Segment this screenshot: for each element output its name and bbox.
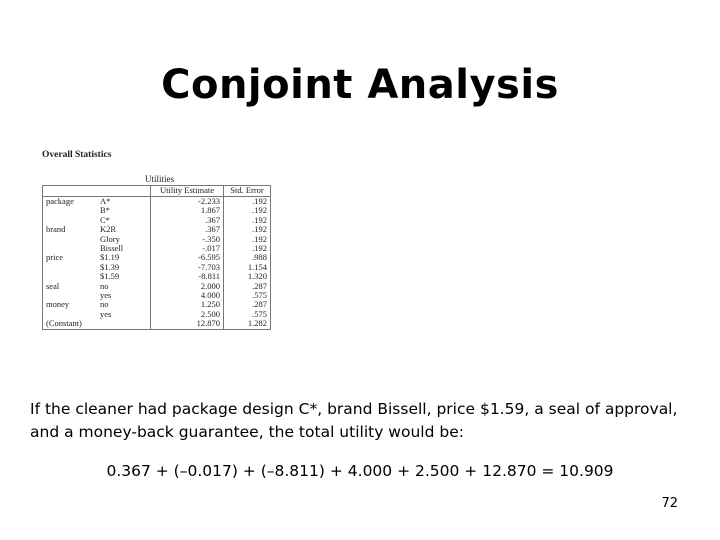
row-std-error: .192: [224, 197, 271, 207]
table-row: [43, 216, 271, 225]
row-std-error: .192: [224, 225, 271, 234]
row-level: [97, 319, 151, 329]
row-attribute: [43, 263, 98, 272]
row-utility-estimate: -7.703: [151, 263, 224, 272]
row-std-error: 1.154: [224, 263, 271, 272]
row-std-error: .988: [224, 253, 271, 262]
row-utility-estimate: .367: [151, 216, 224, 225]
row-utility-estimate: 2.500: [151, 310, 224, 319]
question-text: If the cleaner had package design C*, brand Bissell, price $1.59, a seal of approval, and a money-back guarantee, the total utility would be:: [30, 400, 678, 441]
row-std-error: 1.282: [224, 319, 271, 329]
header-level-cell: [97, 186, 151, 197]
row-utility-estimate: -8.811: [151, 272, 224, 281]
row-std-error: .575: [224, 310, 271, 319]
row-attribute: brand: [43, 225, 98, 234]
row-level: no: [97, 300, 151, 309]
row-utility-estimate: -.017: [151, 244, 224, 253]
row-level: yes: [97, 291, 151, 300]
row-level: $1.59: [97, 272, 151, 281]
table-row: [43, 235, 271, 244]
row-utility-estimate: 4.000: [151, 291, 224, 300]
header-attribute-cell: [43, 186, 98, 197]
table-row: [43, 282, 271, 291]
row-utility-estimate: 1.250: [151, 300, 224, 309]
table-row: [43, 263, 271, 272]
utility-equation: 0.367 + (–0.017) + (–8.811) + 4.000 + 2.500 + 12.870 = 10.909: [106, 462, 614, 480]
row-attribute: price: [43, 253, 98, 262]
row-level: Glory: [97, 235, 151, 244]
row-std-error: .287: [224, 300, 271, 309]
row-std-error: .287: [224, 282, 271, 291]
table-row: [43, 291, 271, 300]
row-level: $1.39: [97, 263, 151, 272]
table-row: [43, 300, 271, 309]
row-std-error: .192: [224, 216, 271, 225]
row-utility-estimate: -6.595: [151, 253, 224, 262]
header-std-error: Std. Error: [224, 186, 271, 197]
page-number: 72: [661, 496, 678, 511]
table-row: [43, 244, 271, 253]
row-utility-estimate: 2.000: [151, 282, 224, 291]
row-level: Bissell: [97, 244, 151, 253]
row-std-error: .575: [224, 291, 271, 300]
row-level: yes: [97, 310, 151, 319]
row-level: no: [97, 282, 151, 291]
table-caption: Overall Statistics: [42, 150, 112, 160]
table-row: [43, 197, 271, 207]
table-body: [43, 197, 271, 330]
row-level: B*: [97, 206, 151, 215]
row-attribute: [43, 206, 98, 215]
row-utility-estimate: .367: [151, 225, 224, 234]
row-std-error: .192: [224, 206, 271, 215]
row-attribute: [43, 235, 98, 244]
row-std-error: 1.320: [224, 272, 271, 281]
row-level: A*: [97, 197, 151, 207]
table-row: [43, 253, 271, 262]
row-utility-estimate: 1.867: [151, 206, 224, 215]
table-row: [43, 272, 271, 281]
row-attribute: money: [43, 300, 98, 309]
table-row: [43, 319, 271, 329]
row-attribute: package: [43, 197, 98, 207]
row-level: K2R: [97, 225, 151, 234]
row-level: $1.19: [97, 253, 151, 262]
row-utility-estimate: -2.233: [151, 197, 224, 207]
row-std-error: .192: [224, 244, 271, 253]
header-utility-estimate: Utility Estimate: [151, 186, 224, 197]
table-group-label: Utilities: [145, 174, 174, 184]
row-attribute: (Constant): [43, 319, 98, 329]
utilities-table: [42, 185, 271, 330]
row-utility-estimate: -.350: [151, 235, 224, 244]
row-attribute: seal: [43, 282, 98, 291]
table-header-row: [43, 186, 271, 197]
row-std-error: .192: [224, 235, 271, 244]
table-row: [43, 225, 271, 234]
utilities-table-block: [42, 150, 271, 330]
row-utility-estimate: 12.870: [151, 319, 224, 329]
table-row: [43, 206, 271, 215]
row-level: C*: [97, 216, 151, 225]
slide-title: Conjoint Analysis: [161, 62, 559, 108]
